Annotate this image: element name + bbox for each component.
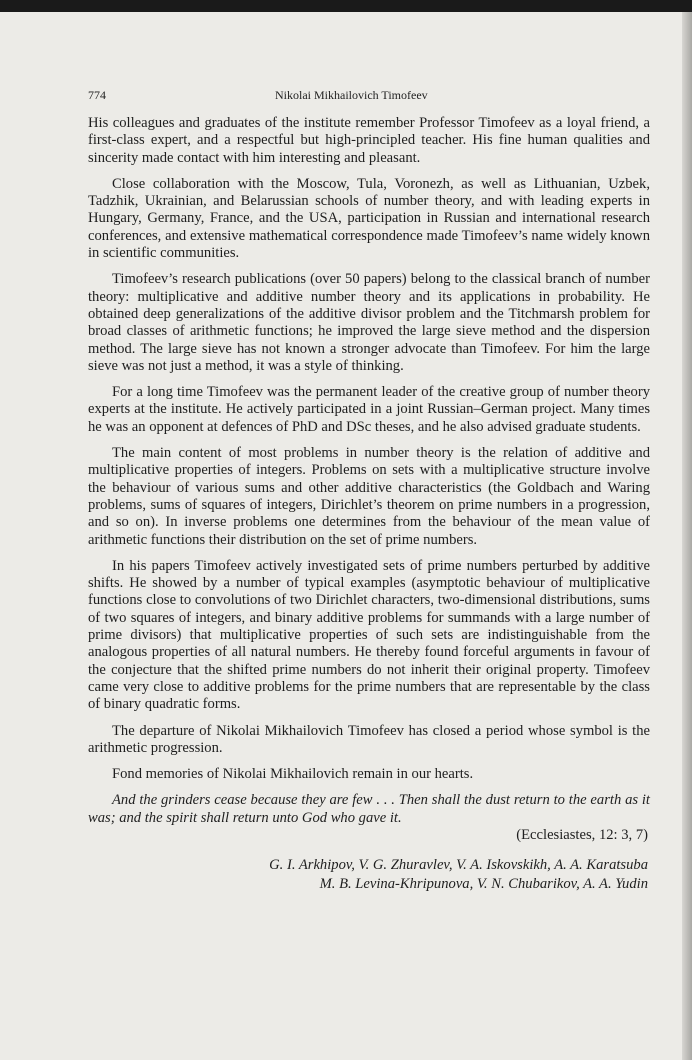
author-line: M. B. Levina-Khripunova, V. N. Chubarikov, A. A. Yudin xyxy=(319,875,648,892)
paragraph: Timofeev’s research publications (over 50 papers) belong to the classical branch of number theory: multiplicative and additive number theory and its applications in probability. He obtained deep generalizations of the additive divisor problem and the Titchmarsh problem for broad classes of arithmetic functions; he improved the large sieve method and the dispersion method. The large sieve has not known a stronger advocate than Timofeev. For him the large sieve was not just a method, it was a style of thinking. xyxy=(88,271,650,374)
paragraph: The main content of most problems in number theory is the relation of additive and multiplicative properties of integers. Problems on sets with a multiplicative structure involve the behaviour of various sums and other additive characteristics (the Goldbach and Waring problems, sums of squares of integers, Dirichlet’s theorem on prime numbers in a progression, and so on). In inverse problems one determines from the behaviour of the mean value of arithmetic functions their distribution on the set of prime numbers. xyxy=(88,445,650,548)
epigraph-quote: And the grinders cease because they are few . . . Then shall the dust return to the earth as it was; and the spirit shall return unto God who gave it. xyxy=(88,792,650,826)
article-body xyxy=(88,115,650,893)
paragraph: Fond memories of Nikolai Mikhailovich remain in our hearts. xyxy=(112,766,474,783)
page-header xyxy=(88,88,648,106)
page-binding-shadow xyxy=(682,12,692,1060)
epigraph-source: (Ecclesiastes, 12: 3, 7) xyxy=(516,826,648,843)
paragraph: For a long time Timofeev was the permanent leader of the creative group of number theory experts at the institute. He actively participated in a joint Russian–German project. Many times he was an opponent at defences of PhD and DSc theses, and he also advised graduate students. xyxy=(88,384,650,435)
paragraph: His colleagues and graduates of the institute remember Professor Timofeev as a loyal friend, a first-class expert, and a respectful but high-principled teacher. His fine human qualities and sincerity made contact with him interesting and pleasant. xyxy=(88,115,650,166)
author-list xyxy=(88,856,650,893)
paragraph: Close collaboration with the Moscow, Tula, Voronezh, as well as Lithuanian, Uzbek, Tadzhik, Ukrainian, and Belarussian schools of number theory, and with leading experts in Hungary, Germany, France, and the USA, participation in Russian and international research conferences, and extensive mathematical correspondence made Timofeev’s name widely known in scientific communities. xyxy=(88,175,650,262)
paragraph: In his papers Timofeev actively investigated sets of prime numbers perturbed by additive shifts. He showed by a number of typical examples (asymptotic behaviour of multiplicative functions close to convolutions of two Dirichlet characters, two-dimensional distributions, sums of two squares of integers, and binary additive problems for summands with a large number of prime divisors) that multiplicative properties of such sets are indistinguishable from the analogous properties of all natural numbers. He thereby found forceful arguments in favour of the conjecture that the shifted prime numbers do not inherit their original property. Timofeev came very close to additive problems for the prime numbers that are representable by the class of binary quadratic forms. xyxy=(88,557,650,713)
journal-page xyxy=(0,12,692,1060)
paragraph: The departure of Nikolai Mikhailovich Timofeev has closed a period whose symbol is the arithmetic progression. xyxy=(88,722,650,756)
page-number: 774 xyxy=(88,88,106,102)
author-line: G. I. Arkhipov, V. G. Zhuravlev, V. A. Iskovskikh, A. A. Karatsuba xyxy=(269,857,648,874)
running-title: Nikolai Mikhailovich Timofeev xyxy=(275,88,428,102)
